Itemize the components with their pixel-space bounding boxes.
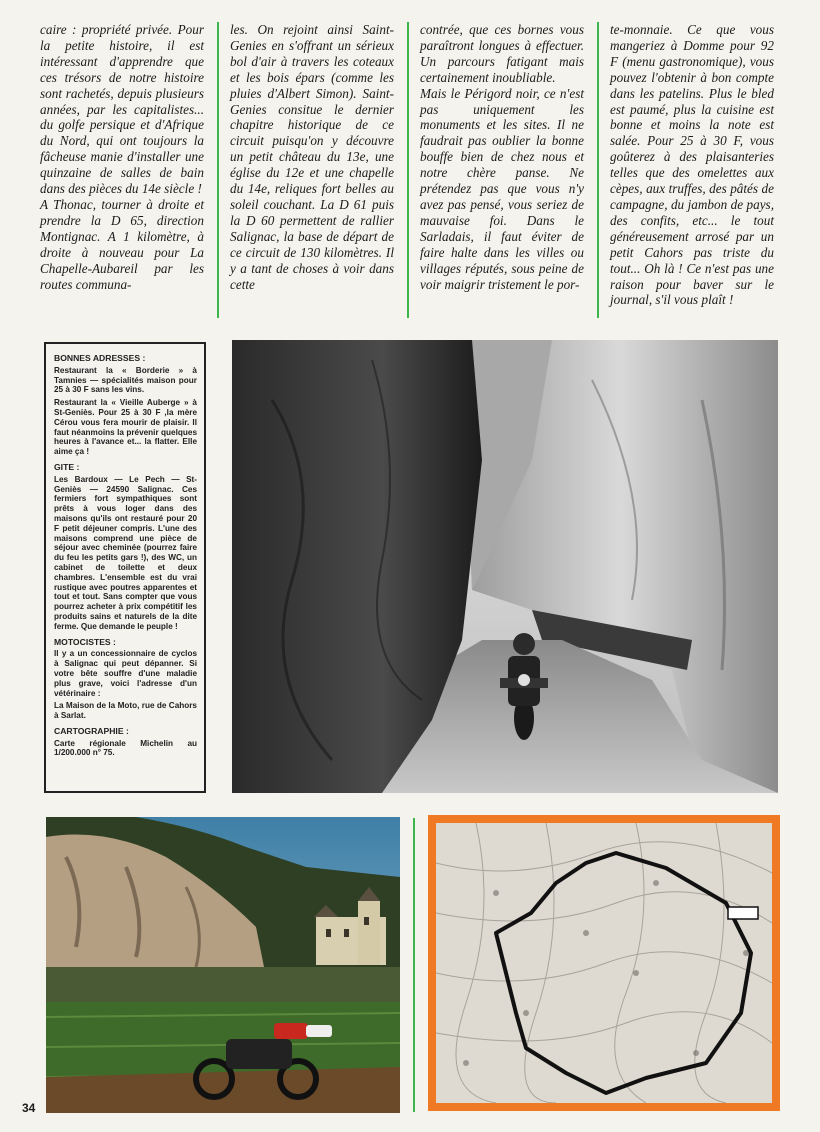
article-column-3 [420,22,584,292]
column-divider [407,22,409,318]
start-marker [728,907,758,919]
article-column-4 [610,22,774,308]
page-number: 34 [22,1101,36,1115]
article-paragraph: caire : propriété privée. Pour la petite histoire, il est intéressant d'apprendre que ces trésors de notre histoire sont rachetés, depuis plusieurs années, par les capitalistes... du golfe persique et d'Afrique du Nord, qui ont toujours la fâcheuse manie d'installer une quinzaine de salles de bain dans des pièces du 14e siècle ! [40,22,204,197]
column-divider [413,818,415,1112]
article-paragraph: A Thonac, tourner à droite et prendre la D 65, direction Montignac. A 1 kilomètre, à droite à nouveau pour La Chapelle-Aubareil par les routes communa- [40,196,204,292]
article-paragraph: te-monnaie. Ce que vous mangeriez à Domme pour 92 F (menu gastronomique), vous pouvez l'obtenir à bon compte dans les patelins. Plus le bled est paumé, plus la cuisine est bonne et moins la note est salée. Pour 25 à 30 F, vous goûterez à des plaisanteries telles que des omelettes aux cèpes, aux truffes, des pâtés de campagne, du jambon de pays, des confits, etc... le tout généreusement arrosé par un petit Cahors pas triste du tout... Oh là ! Ce n'est pas une raison pour baver sur le journal, s'il vous plaît ! [610,22,774,308]
practical-info-box [44,342,206,793]
section-heading-bonnes-adresses: BONNES ADRESSES : [54,353,146,363]
photo-castle-cliffs-motorcycle [46,817,400,1113]
column-divider [597,22,599,318]
section-heading-gite: GITE : [54,461,80,472]
article-column-2 [230,22,394,292]
info-paragraph: La Maison de la Moto, rue de Cahors à Sarlat. [54,701,197,721]
info-paragraph: Restaurant la « Vieille Auberge » à St-Geniès. Pour 25 à 30 F ,la mère Cérou vous fera mourir de plaisir. Il faut néanmoins la prévenir quelques heures à l'avance et... la flatter. Elle aime ça ! [54,398,197,457]
photo-gorge-road-motorcycle [232,340,778,793]
article-paragraph: Mais le Périgord noir, ce n'est pas uniquement les monuments et les sites. Il ne faudrait pas oublier la bonne bouffe bien de chez nous et notre chère panse. Ne prétendez pas que vous n'y avez pas pensé, vous seriez de mauvaise foi. Dans le Sarladais, il faut éviter de faire halte dans les villes ou villages réputés, sous peine de voir maigrir tristement le por- [420,85,584,292]
article-paragraph: contrée, que ces bornes vous paraîtront longues à effectuer. Un parcours fatigant mais certainement inoubliable. [420,22,584,85]
info-paragraph: Carte régionale Michelin au 1/200.000 n° 75. [54,738,197,758]
route-map [428,815,780,1111]
section-heading-motocistes: MOTOCISTES : [54,636,116,647]
column-divider [217,22,219,318]
info-paragraph: Les Bardoux — Le Pech — St-Geniès — 24590 Salignac. Ces fermiers fort sympathiques sont prêts à vous loger dans des maisons qu'ils ont restauré pour 20 F petit déjeuner compris. L'une des maisons comprend une pièce de séjour avec cheminée (pourrez faire du feu les petits gars !), des WC, un cabinet de toilette et deux chambres. L'ensemble est du vrai rustique avec poutres apparentes et tout et tout. Sans compter que vous pourrez acheter à prix compétitif les produits sains et naturels de la dite ferme. Que demande le peuple ! [54,474,197,631]
article-paragraph: les. On rejoint ainsi Saint-Genies en s'offrant un sérieux bol d'air à travers les coteaux et les bois épars (comme les pluies d'Albert Simon). Saint-Genies consitue le dernier chapitre historique de ce circuit puisqu'on y découvre un petit château du 13e, une église du 12e et une chapelle du 14e, reliques fort belles au soleil couchant. La D 61 puis la D 60 permettent de rallier Salignac, la base de départ de ce circuit de 130 kilomètres. Il y a tant de choses à voir dans cette [230,22,394,292]
section-heading-cartographie: CARTOGRAPHIE : [54,725,129,736]
article-column-1 [40,22,204,292]
info-paragraph: Restaurant la « Borderie » à Tamnies — spécialités maison pour 25 à 30 F sans les vins. [54,365,197,395]
info-paragraph: Il y a un concessionnaire de cyclos à Salignac qui peut dépanner. Si votre bête souffre d'une maladie plus grave, voici l'adresse d'un vétérinaire : [54,649,197,698]
